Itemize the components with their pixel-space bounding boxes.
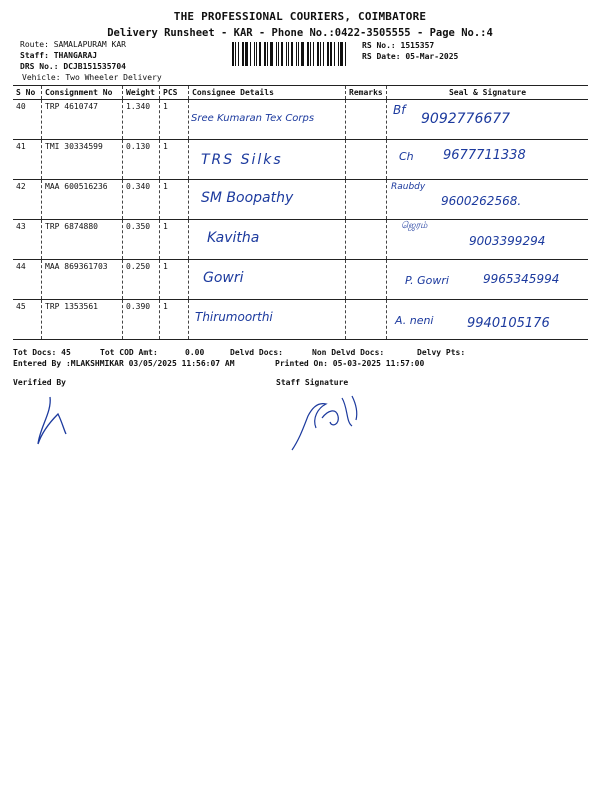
table-header-row xyxy=(13,86,588,100)
cell-consignee xyxy=(189,180,346,220)
company-title: THE PROFESSIONAL COURIERS, COIMBATORE xyxy=(173,10,427,23)
barcode-bar xyxy=(232,42,234,66)
cell-seal xyxy=(387,180,589,220)
cell-consignee xyxy=(189,220,346,260)
barcode-bar xyxy=(235,42,236,66)
barcode-bar xyxy=(278,42,279,66)
runsheet-table xyxy=(13,85,588,340)
barcode-bar xyxy=(288,42,289,66)
cell-seal xyxy=(387,100,589,140)
cell-consignment: TRP 4610747 xyxy=(42,100,123,140)
cell-consignee xyxy=(189,300,346,340)
entered-by: Entered By :MLAKSHMIKAR 03/05/2025 11:56:07 AM xyxy=(13,359,235,368)
barcode-bar xyxy=(238,42,239,66)
consignee-handwriting: TRS Silks xyxy=(201,152,283,168)
col-seal: Seal & Signature xyxy=(387,86,589,100)
cell-seal xyxy=(387,220,589,260)
cell-sno: 41 xyxy=(13,140,42,180)
barcode xyxy=(232,42,350,66)
cell-sno: 45 xyxy=(13,300,42,340)
consignee-handwriting: Thirumoorthi xyxy=(195,310,273,324)
route-label: Route: SAMALAPURAM KAR xyxy=(20,40,126,49)
barcode-bar xyxy=(281,42,283,66)
cell-remarks xyxy=(346,140,387,180)
signature-initial: Ch xyxy=(399,150,414,163)
barcode-bar xyxy=(242,42,244,66)
col-consignment: Consignment No xyxy=(42,86,123,100)
cell-remarks xyxy=(346,100,387,140)
consignee-handwriting: Gowri xyxy=(203,270,244,286)
cell-pcs: 1 xyxy=(160,260,189,300)
col-remarks: Remarks xyxy=(346,86,387,100)
tot-cod-amount: 0.00 xyxy=(185,348,205,357)
cell-pcs: 1 xyxy=(160,220,189,260)
printed-on: Printed On: 05-03-2025 11:57:00 xyxy=(275,359,425,368)
cell-pcs: 1 xyxy=(160,180,189,220)
barcode-bar xyxy=(310,42,311,66)
cell-pcs: 1 xyxy=(160,140,189,180)
table-row xyxy=(13,260,588,300)
barcode-bar xyxy=(291,42,293,66)
delvd-docs: Delvd Docs: xyxy=(230,348,283,357)
cell-consignment: TRP 6874880 xyxy=(42,220,123,260)
cell-consignment: TMI 30334599 xyxy=(42,140,123,180)
drs-label: DRS No.: DCJB151535704 xyxy=(20,62,126,71)
cell-remarks xyxy=(346,180,387,220)
consignee-handwriting: Sree Kumaran Tex Corps xyxy=(191,113,315,124)
runsheet-subtitle: Delivery Runsheet - KAR - Phone No.:0422-3505555 - Page No.:4 xyxy=(107,27,493,39)
col-consignee: Consignee Details xyxy=(189,86,346,100)
barcode-bar xyxy=(286,42,287,66)
table-row xyxy=(13,300,588,340)
barcode-bar xyxy=(296,42,297,66)
barcode-bar xyxy=(267,42,268,66)
seal-phone: 9600262568. xyxy=(441,194,522,208)
staff-signature-stroke xyxy=(292,396,357,450)
barcode-bar xyxy=(245,42,248,66)
cell-pcs: 1 xyxy=(160,300,189,340)
staff-signature-label: Staff Signature xyxy=(276,378,349,387)
cell-seal xyxy=(387,300,589,340)
seal-phone: 9092776677 xyxy=(421,111,511,127)
cell-weight: 1.340 xyxy=(123,100,160,140)
table-row xyxy=(13,180,588,220)
cell-consignment: TRP 1353561 xyxy=(42,300,123,340)
verifier-signature-stroke xyxy=(38,397,66,444)
seal-phone: 9677711338 xyxy=(443,148,526,163)
signature-initial: A. neni xyxy=(395,314,434,327)
table-row xyxy=(13,220,588,260)
verified-by-label: Verified By xyxy=(13,378,66,387)
signature-initial: P. Gowri xyxy=(405,274,449,287)
col-sno: S No xyxy=(13,86,42,100)
cell-weight: 0.350 xyxy=(123,220,160,260)
cell-remarks xyxy=(346,220,387,260)
cell-consignment: MAA 600516236 xyxy=(42,180,123,220)
barcode-bar xyxy=(264,42,266,66)
barcode-bar xyxy=(298,42,299,66)
cell-weight: 0.390 xyxy=(123,300,160,340)
barcode-bar xyxy=(254,42,255,66)
barcode-bar xyxy=(307,42,309,66)
tot-cod-label: Tot COD Amt: xyxy=(100,348,158,357)
barcode-bar xyxy=(250,42,251,66)
cell-consignee xyxy=(189,260,346,300)
barcode-bar xyxy=(345,42,346,66)
rs-number: RS No.: 1515357 xyxy=(362,41,435,50)
vehicle-label: Vehicle: Two Wheeler Delivery xyxy=(22,73,162,82)
signature-initial: Raubdy xyxy=(391,182,426,192)
cell-sno: 40 xyxy=(13,100,42,140)
barcode-bar xyxy=(338,42,339,66)
verifier-signature xyxy=(28,392,78,452)
cell-weight: 0.250 xyxy=(123,260,160,300)
consignee-handwriting: Kavitha xyxy=(207,230,260,246)
rs-date: RS Date: 05-Mar-2025 xyxy=(362,52,459,61)
barcode-bar xyxy=(313,42,314,66)
table-row xyxy=(13,100,588,140)
cell-pcs: 1 xyxy=(160,100,189,140)
barcode-bar xyxy=(320,42,321,66)
barcode-bar xyxy=(323,42,324,66)
barcode-bar xyxy=(301,42,304,66)
col-pcs: PCS xyxy=(160,86,189,100)
cell-remarks xyxy=(346,260,387,300)
barcode-bar xyxy=(259,42,261,66)
cell-remarks xyxy=(346,300,387,340)
barcode-bar xyxy=(276,42,277,66)
table-row xyxy=(13,140,588,180)
consignee-handwriting: SM Boopathy xyxy=(201,190,294,206)
staff-label: Staff: THANGARAJ xyxy=(20,51,98,60)
cell-sno: 42 xyxy=(13,180,42,220)
tot-docs: Tot Docs: 45 xyxy=(13,348,71,357)
barcode-bar xyxy=(340,42,343,66)
barcode-bar xyxy=(270,42,273,66)
cell-consignee xyxy=(189,140,346,180)
barcode-bar xyxy=(256,42,257,66)
barcode-bar xyxy=(317,42,319,66)
non-delvd-docs: Non Delvd Docs: xyxy=(312,348,385,357)
cell-consignment: MAA 869361703 xyxy=(42,260,123,300)
barcode-bar xyxy=(334,42,335,66)
signature-initial: ஜெரம் xyxy=(401,221,428,231)
barcode-bar xyxy=(330,42,332,66)
staff-signature xyxy=(282,388,372,458)
cell-weight: 0.340 xyxy=(123,180,160,220)
barcode-bar xyxy=(327,42,329,66)
cell-sno: 44 xyxy=(13,260,42,300)
cell-seal xyxy=(387,260,589,300)
seal-phone: 9965345994 xyxy=(483,272,560,286)
cell-sno: 43 xyxy=(13,220,42,260)
signature-initial: Bf xyxy=(393,103,406,117)
delvy-pts: Delvy Pts: xyxy=(417,348,466,357)
col-weight: Weight xyxy=(123,86,160,100)
cell-consignee xyxy=(189,100,346,140)
seal-phone: 9940105176 xyxy=(467,316,550,331)
cell-weight: 0.130 xyxy=(123,140,160,180)
cell-seal xyxy=(387,140,589,180)
seal-phone: 9003399294 xyxy=(469,234,546,248)
